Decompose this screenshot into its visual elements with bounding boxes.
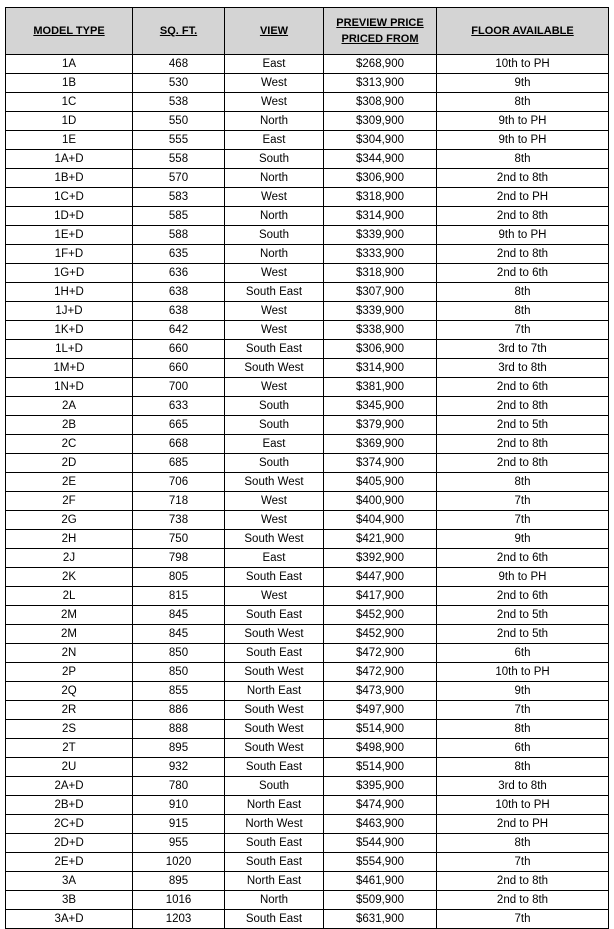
model-type-cell: 2C	[6, 435, 133, 454]
view-cell: South	[225, 416, 324, 435]
sq-ft-cell: 636	[133, 264, 225, 283]
price-cell: $318,900	[324, 264, 437, 283]
model-type-cell: 2H	[6, 530, 133, 549]
sq-ft-cell: 538	[133, 93, 225, 112]
floor-available-cell: 9th to PH	[437, 112, 609, 131]
floor-available-cell: 9th	[437, 530, 609, 549]
view-cell: South West	[225, 359, 324, 378]
sq-ft-cell: 700	[133, 378, 225, 397]
price-cell: $472,900	[324, 663, 437, 682]
price-cell: $447,900	[324, 568, 437, 587]
sq-ft-cell: 1020	[133, 853, 225, 872]
model-type-cell: 2K	[6, 568, 133, 587]
price-cell: $313,900	[324, 74, 437, 93]
model-type-cell: 2G	[6, 511, 133, 530]
model-type-cell: 2S	[6, 720, 133, 739]
table-row	[6, 606, 609, 625]
price-cell: $405,900	[324, 473, 437, 492]
model-type-cell: 2B+D	[6, 796, 133, 815]
table-row	[6, 682, 609, 701]
view-cell: South East	[225, 644, 324, 663]
price-cell: $314,900	[324, 207, 437, 226]
floor-available-cell: 2nd to 6th	[437, 587, 609, 606]
table-row	[6, 625, 609, 644]
view-cell: South East	[225, 834, 324, 853]
table-row	[6, 587, 609, 606]
table-row	[6, 511, 609, 530]
pricing-table	[5, 7, 609, 929]
view-cell: South	[225, 150, 324, 169]
price-cell: $338,900	[324, 321, 437, 340]
floor-available-cell: 8th	[437, 283, 609, 302]
model-type-cell: 2F	[6, 492, 133, 511]
sq-ft-cell: 850	[133, 663, 225, 682]
price-cell: $333,900	[324, 245, 437, 264]
table-row	[6, 378, 609, 397]
model-type-cell: 3A	[6, 872, 133, 891]
view-cell: South East	[225, 568, 324, 587]
model-type-cell: 1G+D	[6, 264, 133, 283]
view-cell: West	[225, 511, 324, 530]
view-cell: East	[225, 435, 324, 454]
floor-available-cell: 2nd to 6th	[437, 549, 609, 568]
floor-available-cell: 2nd to 8th	[437, 891, 609, 910]
price-cell: $339,900	[324, 226, 437, 245]
price-cell: $392,900	[324, 549, 437, 568]
sq-ft-cell: 585	[133, 207, 225, 226]
sq-ft-cell: 685	[133, 454, 225, 473]
sq-ft-cell: 780	[133, 777, 225, 796]
model-type-cell: 3A+D	[6, 910, 133, 929]
view-cell: West	[225, 378, 324, 397]
table-row	[6, 226, 609, 245]
view-cell: South West	[225, 625, 324, 644]
view-cell: West	[225, 264, 324, 283]
floor-available-cell: 2nd to PH	[437, 188, 609, 207]
view-cell: South East	[225, 606, 324, 625]
table-row	[6, 112, 609, 131]
view-cell: East	[225, 549, 324, 568]
table-row	[6, 397, 609, 416]
table-row	[6, 131, 609, 150]
model-type-cell: 1A	[6, 55, 133, 74]
sq-ft-cell: 583	[133, 188, 225, 207]
floor-available-cell: 3rd to 8th	[437, 359, 609, 378]
view-cell: South East	[225, 910, 324, 929]
price-cell: $369,900	[324, 435, 437, 454]
model-type-cell: 1B+D	[6, 169, 133, 188]
table-body	[6, 55, 609, 929]
table-row	[6, 796, 609, 815]
price-cell: $463,900	[324, 815, 437, 834]
sq-ft-cell: 1016	[133, 891, 225, 910]
sq-ft-cell: 530	[133, 74, 225, 93]
table-header-row	[6, 8, 609, 55]
floor-available-cell: 8th	[437, 720, 609, 739]
model-type-cell: 2T	[6, 739, 133, 758]
sq-ft-cell: 895	[133, 739, 225, 758]
table-row	[6, 435, 609, 454]
price-cell: $498,900	[324, 739, 437, 758]
model-type-cell: 2M	[6, 625, 133, 644]
view-cell: South	[225, 397, 324, 416]
view-cell: South East	[225, 758, 324, 777]
floor-available-cell: 3rd to 8th	[437, 777, 609, 796]
model-type-cell: 1D+D	[6, 207, 133, 226]
header-view: VIEW	[225, 8, 324, 55]
price-cell: $461,900	[324, 872, 437, 891]
sq-ft-cell: 888	[133, 720, 225, 739]
price-cell: $318,900	[324, 188, 437, 207]
header-preview-price-line2: PRICED FROM	[341, 33, 419, 45]
floor-available-cell: 8th	[437, 150, 609, 169]
floor-available-cell: 2nd to 8th	[437, 169, 609, 188]
view-cell: West	[225, 188, 324, 207]
table-row	[6, 283, 609, 302]
model-type-cell: 1L+D	[6, 340, 133, 359]
model-type-cell: 2E	[6, 473, 133, 492]
sq-ft-cell: 718	[133, 492, 225, 511]
model-type-cell: 1E+D	[6, 226, 133, 245]
floor-available-cell: 7th	[437, 511, 609, 530]
price-cell: $400,900	[324, 492, 437, 511]
floor-available-cell: 2nd to 8th	[437, 872, 609, 891]
table-row	[6, 853, 609, 872]
sq-ft-cell: 805	[133, 568, 225, 587]
table-row	[6, 530, 609, 549]
sq-ft-cell: 895	[133, 872, 225, 891]
sq-ft-cell: 638	[133, 302, 225, 321]
price-cell: $307,900	[324, 283, 437, 302]
price-cell: $306,900	[324, 169, 437, 188]
view-cell: South West	[225, 701, 324, 720]
price-cell: $381,900	[324, 378, 437, 397]
table-row	[6, 302, 609, 321]
floor-available-cell: 2nd to 8th	[437, 454, 609, 473]
view-cell: West	[225, 74, 324, 93]
model-type-cell: 2D+D	[6, 834, 133, 853]
floor-available-cell: 2nd to 5th	[437, 625, 609, 644]
table-row	[6, 207, 609, 226]
model-type-cell: 2U	[6, 758, 133, 777]
view-cell: North	[225, 169, 324, 188]
floor-available-cell: 2nd to 5th	[437, 416, 609, 435]
model-type-cell: 2L	[6, 587, 133, 606]
floor-available-cell: 9th to PH	[437, 568, 609, 587]
sq-ft-cell: 798	[133, 549, 225, 568]
price-cell: $509,900	[324, 891, 437, 910]
model-type-cell: 2M	[6, 606, 133, 625]
floor-available-cell: 2nd to 6th	[437, 378, 609, 397]
sq-ft-cell: 638	[133, 283, 225, 302]
header-floor-available: FLOOR AVAILABLE	[437, 8, 609, 55]
model-type-cell: 2A	[6, 397, 133, 416]
floor-available-cell: 9th	[437, 74, 609, 93]
table-row	[6, 549, 609, 568]
model-type-cell: 2A+D	[6, 777, 133, 796]
view-cell: North East	[225, 796, 324, 815]
price-cell: $404,900	[324, 511, 437, 530]
floor-available-cell: 2nd to 8th	[437, 435, 609, 454]
price-cell: $306,900	[324, 340, 437, 359]
floor-available-cell: 6th	[437, 644, 609, 663]
sq-ft-cell: 660	[133, 359, 225, 378]
floor-available-cell: 9th	[437, 682, 609, 701]
sq-ft-cell: 668	[133, 435, 225, 454]
price-cell: $374,900	[324, 454, 437, 473]
price-cell: $497,900	[324, 701, 437, 720]
view-cell: North	[225, 207, 324, 226]
view-cell: West	[225, 302, 324, 321]
view-cell: West	[225, 93, 324, 112]
price-cell: $308,900	[324, 93, 437, 112]
table-row	[6, 150, 609, 169]
model-type-cell: 3B	[6, 891, 133, 910]
sq-ft-cell: 550	[133, 112, 225, 131]
floor-available-cell: 7th	[437, 321, 609, 340]
sq-ft-cell: 660	[133, 340, 225, 359]
sq-ft-cell: 886	[133, 701, 225, 720]
model-type-cell: 1D	[6, 112, 133, 131]
table-row	[6, 910, 609, 929]
price-cell: $314,900	[324, 359, 437, 378]
sq-ft-cell: 955	[133, 834, 225, 853]
model-type-cell: 1B	[6, 74, 133, 93]
floor-available-cell: 9th to PH	[437, 226, 609, 245]
model-type-cell: 1N+D	[6, 378, 133, 397]
table-row	[6, 834, 609, 853]
table-row	[6, 359, 609, 378]
view-cell: South East	[225, 853, 324, 872]
model-type-cell: 2E+D	[6, 853, 133, 872]
price-cell: $514,900	[324, 720, 437, 739]
floor-available-cell: 2nd to 8th	[437, 207, 609, 226]
sq-ft-cell: 1203	[133, 910, 225, 929]
table-row	[6, 321, 609, 340]
price-cell: $417,900	[324, 587, 437, 606]
table-row	[6, 777, 609, 796]
view-cell: East	[225, 131, 324, 150]
sq-ft-cell: 845	[133, 625, 225, 644]
model-type-cell: 2Q	[6, 682, 133, 701]
table-row	[6, 872, 609, 891]
sq-ft-cell: 815	[133, 587, 225, 606]
floor-available-cell: 9th to PH	[437, 131, 609, 150]
view-cell: West	[225, 587, 324, 606]
table-row	[6, 568, 609, 587]
model-type-cell: 2J	[6, 549, 133, 568]
model-type-cell: 1E	[6, 131, 133, 150]
floor-available-cell: 7th	[437, 701, 609, 720]
price-cell: $379,900	[324, 416, 437, 435]
floor-available-cell: 10th to PH	[437, 55, 609, 74]
sq-ft-cell: 855	[133, 682, 225, 701]
price-cell: $344,900	[324, 150, 437, 169]
model-type-cell: 2P	[6, 663, 133, 682]
sq-ft-cell: 635	[133, 245, 225, 264]
model-type-cell: 2C+D	[6, 815, 133, 834]
view-cell: West	[225, 492, 324, 511]
table-row	[6, 74, 609, 93]
view-cell: South West	[225, 473, 324, 492]
price-cell: $452,900	[324, 606, 437, 625]
sq-ft-cell: 845	[133, 606, 225, 625]
sq-ft-cell: 665	[133, 416, 225, 435]
view-cell: North	[225, 245, 324, 264]
view-cell: South East	[225, 340, 324, 359]
floor-available-cell: 2nd to 8th	[437, 397, 609, 416]
table-row	[6, 891, 609, 910]
floor-available-cell: 8th	[437, 834, 609, 853]
floor-available-cell: 7th	[437, 910, 609, 929]
table-row	[6, 264, 609, 283]
floor-available-cell: 2nd to PH	[437, 815, 609, 834]
model-type-cell: 2D	[6, 454, 133, 473]
floor-available-cell: 2nd to 5th	[437, 606, 609, 625]
sq-ft-cell: 642	[133, 321, 225, 340]
floor-available-cell: 8th	[437, 473, 609, 492]
model-type-cell: 1H+D	[6, 283, 133, 302]
floor-available-cell: 8th	[437, 758, 609, 777]
price-cell: $421,900	[324, 530, 437, 549]
view-cell: West	[225, 321, 324, 340]
table-row	[6, 340, 609, 359]
view-cell: South	[225, 226, 324, 245]
table-row	[6, 663, 609, 682]
price-cell: $554,900	[324, 853, 437, 872]
table-row	[6, 815, 609, 834]
sq-ft-cell: 555	[133, 131, 225, 150]
sq-ft-cell: 588	[133, 226, 225, 245]
sq-ft-cell: 750	[133, 530, 225, 549]
view-cell: South	[225, 777, 324, 796]
table-row	[6, 492, 609, 511]
table-row	[6, 93, 609, 112]
floor-available-cell: 8th	[437, 302, 609, 321]
price-cell: $474,900	[324, 796, 437, 815]
price-cell: $268,900	[324, 55, 437, 74]
model-type-cell: 1J+D	[6, 302, 133, 321]
view-cell: South	[225, 454, 324, 473]
table-row	[6, 245, 609, 264]
price-cell: $304,900	[324, 131, 437, 150]
view-cell: South West	[225, 530, 324, 549]
price-cell: $345,900	[324, 397, 437, 416]
model-type-cell: 1K+D	[6, 321, 133, 340]
view-cell: North	[225, 112, 324, 131]
price-cell: $339,900	[324, 302, 437, 321]
view-cell: North East	[225, 682, 324, 701]
model-type-cell: 2R	[6, 701, 133, 720]
sq-ft-cell: 915	[133, 815, 225, 834]
model-type-cell: 1M+D	[6, 359, 133, 378]
table-row	[6, 188, 609, 207]
header-model-type: MODEL TYPE	[6, 8, 133, 55]
view-cell: North East	[225, 872, 324, 891]
floor-available-cell: 8th	[437, 93, 609, 112]
table-row	[6, 169, 609, 188]
sq-ft-cell: 738	[133, 511, 225, 530]
floor-available-cell: 10th to PH	[437, 663, 609, 682]
view-cell: South West	[225, 720, 324, 739]
floor-available-cell: 2nd to 6th	[437, 264, 609, 283]
price-cell: $514,900	[324, 758, 437, 777]
table-row	[6, 739, 609, 758]
floor-available-cell: 2nd to 8th	[437, 245, 609, 264]
table-row	[6, 701, 609, 720]
floor-available-cell: 6th	[437, 739, 609, 758]
sq-ft-cell: 850	[133, 644, 225, 663]
table-row	[6, 758, 609, 777]
view-cell: East	[225, 55, 324, 74]
price-cell: $473,900	[324, 682, 437, 701]
header-preview-price-line1: PREVIEW PRICE	[336, 17, 424, 29]
price-cell: $472,900	[324, 644, 437, 663]
floor-available-cell: 3rd to 7th	[437, 340, 609, 359]
model-type-cell: 1F+D	[6, 245, 133, 264]
sq-ft-cell: 910	[133, 796, 225, 815]
header-sq-ft: SQ. FT.	[133, 8, 225, 55]
table-row	[6, 55, 609, 74]
view-cell: South East	[225, 283, 324, 302]
price-cell: $395,900	[324, 777, 437, 796]
model-type-cell: 2B	[6, 416, 133, 435]
price-cell: $452,900	[324, 625, 437, 644]
sq-ft-cell: 570	[133, 169, 225, 188]
price-cell: $309,900	[324, 112, 437, 131]
model-type-cell: 1A+D	[6, 150, 133, 169]
table-row	[6, 473, 609, 492]
price-cell: $631,900	[324, 910, 437, 929]
sq-ft-cell: 558	[133, 150, 225, 169]
model-type-cell: 1C	[6, 93, 133, 112]
header-preview-price	[324, 8, 437, 55]
sq-ft-cell: 633	[133, 397, 225, 416]
floor-available-cell: 7th	[437, 492, 609, 511]
table-row	[6, 416, 609, 435]
view-cell: North West	[225, 815, 324, 834]
table-row	[6, 644, 609, 663]
model-type-cell: 1C+D	[6, 188, 133, 207]
view-cell: South West	[225, 739, 324, 758]
sq-ft-cell: 932	[133, 758, 225, 777]
table-row	[6, 454, 609, 473]
view-cell: South West	[225, 663, 324, 682]
view-cell: North	[225, 891, 324, 910]
price-cell: $544,900	[324, 834, 437, 853]
floor-available-cell: 7th	[437, 853, 609, 872]
model-type-cell: 2N	[6, 644, 133, 663]
sq-ft-cell: 468	[133, 55, 225, 74]
sq-ft-cell: 706	[133, 473, 225, 492]
table-row	[6, 720, 609, 739]
floor-available-cell: 10th to PH	[437, 796, 609, 815]
